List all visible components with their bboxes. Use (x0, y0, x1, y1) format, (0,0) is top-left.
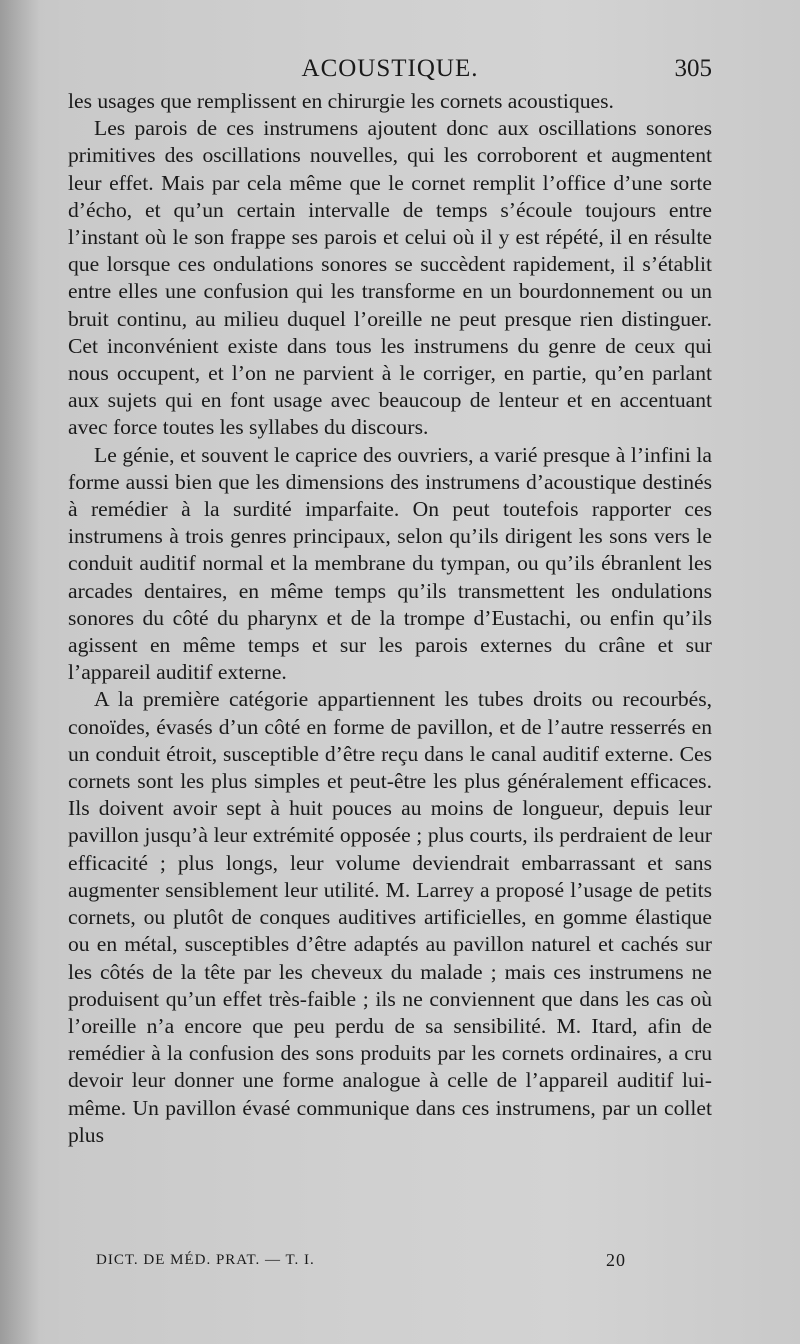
paragraph-1: les usages que remplissent en chirurgie les cornets acoustiques. (68, 89, 614, 113)
signature-number: 20 (606, 1250, 626, 1270)
spine-shadow (0, 0, 40, 1344)
paragraph-4: A la première catégorie appartiennent les tubes droits ou recourbés, conoïdes, évasés d’un côté en forme de pavillon, et de l’autre resserrés en un conduit étroit, susceptible d’être reçu dans le canal auditif externe. Ces cornets sont les plus simples et peut-être les plus généralement efficaces. Ils doivent avoir sept à huit pouces au moins de longueur, depuis leur pavillon jusqu’à leur extrémité opposée ; plus courts, ils perdraient de leur efficacité ; plus longs, leur volume deviendrait embarrassant et sans augmenter sensiblement leur utilité. M. Larrey a proposé l’usage de petits cornets, ou plutôt de conques auditives artificielles, en gomme élastique ou en métal, susceptibles d’être adaptés au pavillon naturel et cachés sur les côtés de la tête par les cheveux du malade ; mais ces instrumens ne produisent qu’un effet très-faible ; ils ne conviennent que dans les cas où l’oreille n’a encore que peu perdu de sa sensibilité. M. Itard, afin de remédier à la confusion des sons produits par les cornets ordinaires, a cru devoir leur donner une forme analogue à celle de l’appareil auditif lui-même. Un pavillon évasé communique dans ces instrumens, par un collet plus (68, 687, 712, 1147)
running-title: ACOUSTIQUE. (301, 55, 479, 82)
paragraph-2: Les parois de ces instrumens ajoutent donc aux oscillations sonores primitives des oscillations nouvelles, qui les corroborent et augmentent leur effet. Mais par cela même que le cornet remplit l’office d’une sorte d’écho, et qu’un certain intervalle de temps s’écoule toujours entre l’instant où le son frappe ses parois et celui où il y est répété, il en résulte que lorsque ces ondulations sonores se succèdent rapidement, il s’établit entre elles une confusion qui les transforme en un bourdonnement ou un bruit continu, au milieu duquel l’oreille ne peut presque rien distinguer. Cet inconvénient existe dans tous les instrumens du genre de ceux qui nous occupent, et l’on ne parvient à le corriger, en partie, qu’en parlant aux sujets qui en font usage avec beaucoup de lenteur et en accentuant avec force toutes les syllabes du discours. (68, 116, 712, 440)
paragraph-3: Le génie, et souvent le caprice des ouvriers, a varié presque à l’infini la forme aussi bien que les dimensions des instrumens d’acoustique destinés à remédier à la surdité imparfaite. On peut toutefois rapporter ces instrumens à trois genres principaux, selon qu’ils dirigent les sons vers le conduit auditif normal et la membrane du tympan, ou qu’ils ébranlent les arcades dentaires, en même temps qu’ils transmettent les ondulations sonores du côté du pharynx et de la trompe d’Eustachi, ou enfin qu’ils agissent en même temps et sur les parois externes du crâne et sur l’appareil auditif externe. (68, 442, 712, 685)
page-footer (96, 1250, 626, 1280)
signature-mark: DICT. DE MÉD. PRAT. — T. I. (96, 1252, 315, 1268)
page-header (68, 55, 712, 91)
page-number: 305 (674, 55, 712, 82)
page-body (68, 88, 712, 1149)
